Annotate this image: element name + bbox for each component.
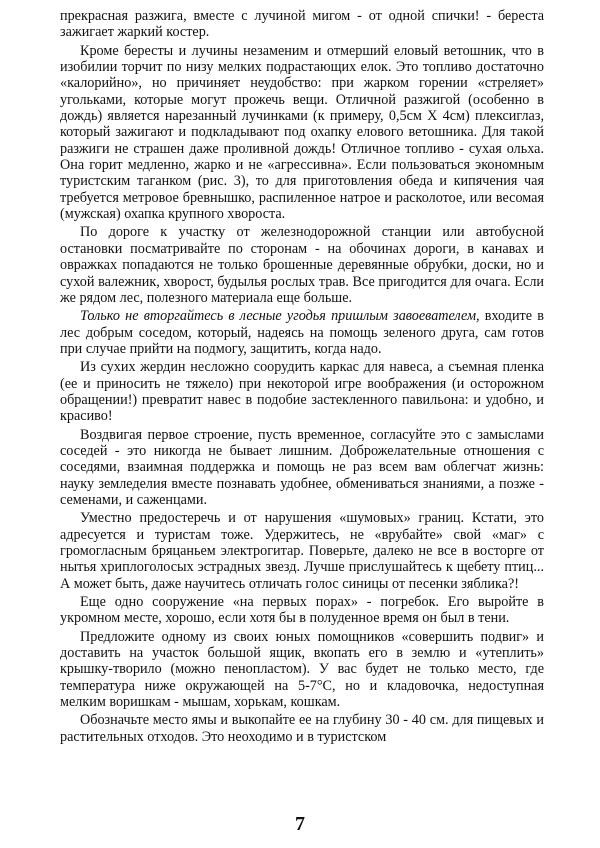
paragraph-4-text: входите в лес добрым соседом, который, надеясь на помощь зеленого друга, сам готов при случае прийти на подмогу, защитить, когда надо. (60, 308, 544, 357)
paragraph-4 (60, 308, 544, 357)
paragraph-8-text: Еще одно сооружение «на первых порах» - погребок. Его выройте в укромном месте, хорошо, если хотя бы в полуденное время он был в тени. (60, 594, 544, 627)
paragraph-6-text: Воздвигая первое строение, пусть временное, согласуйте это с замыслами соседей - это никогда не бывает лишним. Доброжелательные отношения с соседями, взаимная поддержка и помощь не раз всем вам облегчат жизнь: науку земледелия вместе познавать удобнее, обмениваться знаниями, а позже - семенами, и саженцами. (60, 426, 544, 508)
page-number: 7 (295, 813, 305, 835)
paragraph-3 (60, 224, 544, 306)
paragraph-10 (60, 712, 544, 745)
paragraph-7 (60, 510, 544, 592)
paragraph-9-text: Предложите одному из своих юных помощников «совершить подвиг» и доставить на участок большой ящик, вкопать его в землю и «утеплить» крышку-творило (можно пенопластом). У вас будет не только место, где температура ниже окружающей на 5-7°С, но и кладовочка, недоступная мелким воришкам - мышам, хорькам, кошкам. (60, 628, 544, 711)
paragraph-5-text: Из сухих жердин несложно соорудить каркас для навеса, а съемная пленка (ее и приносить не тяжело) при некоторой игре воображения (и осторожном обращении!) превратит навес в подобие застекленного павильона: и удобно, и красиво! (60, 359, 544, 425)
paragraph-1 (60, 8, 544, 41)
paragraph-7-text: Уместно предостеречь и от нарушения «шумовых» границ. Кстати, это адресуется и туристам тоже. Удержитесь, не «врубайте» свой «маг» с громогласным бряцаньем электрогитар. Поверьте, далеко не все в восторге от нытья хриплоголосых эстрадных звезд. Лучше прислушайтесь к щебету птиц... А может быть, даже научитесь отличать голос синицы от песенки зяблика?! (60, 510, 544, 592)
paragraph-4-italic-lead: Только не вторгайтесь в лесные угодья пришлым завоевателем, (80, 308, 480, 325)
paragraph-2 (60, 43, 544, 223)
page-text (60, 8, 544, 745)
paragraph-1-text: прекрасная разжига, вместе с лучиной мигом - от одной спички! - береста зажигает жаркий костер. (60, 8, 544, 41)
paragraph-9 (60, 629, 544, 711)
paragraph-10-text: Обозначьте место ямы и выкопайте ее на глубину 30 - 40 см. для пищевых и растительных отходов. Это неоходимо и в туристском (60, 712, 544, 745)
paragraph-2-text: Кроме бересты и лучины незаменим и отмерший еловый ветошник, что в изобилии торчит по низу мелких подрастающих елок. Это топливо достаточно «калорийно», но причиняет неудобство: при жарком горении «стреляет» угольками, которые могут прожечь вещи. Отличной разжигой (особенно в дождь) является нарезанный лучинками (к примеру, 0,5см Х 4см) плексиглаз, который зажигают и подкладывают под охапку елового ветошника. Для такой разжиги не страшен даже проливной дождь! Отличное топливо - сухая ольха. Она горит медленно, жарко и не «агрессивна». Если пользоваться экономным туристским таганком (рис. 3), то для приготовления обеда и кипячения чая требуется метровое бревнышко, распиленное натрое и расколотое, или весомая (мужская) охапка крупного хвороста. (60, 42, 544, 223)
paragraph-6 (60, 427, 544, 509)
paragraph-5 (60, 359, 544, 424)
paragraph-3-text: По дороге к участку от железнодорожной станции или автобусной остановки посматривайте по сторонам - на обочинах дороги, в канавах и овражках попадаются не только брошенные деревянные обрубки, доски, но и сухой валежник, хворост, будылья рослых трав. Все пригодится для очага. Если же рядом лес, полезного материала еще больше. (60, 224, 544, 306)
paragraph-8 (60, 594, 544, 627)
